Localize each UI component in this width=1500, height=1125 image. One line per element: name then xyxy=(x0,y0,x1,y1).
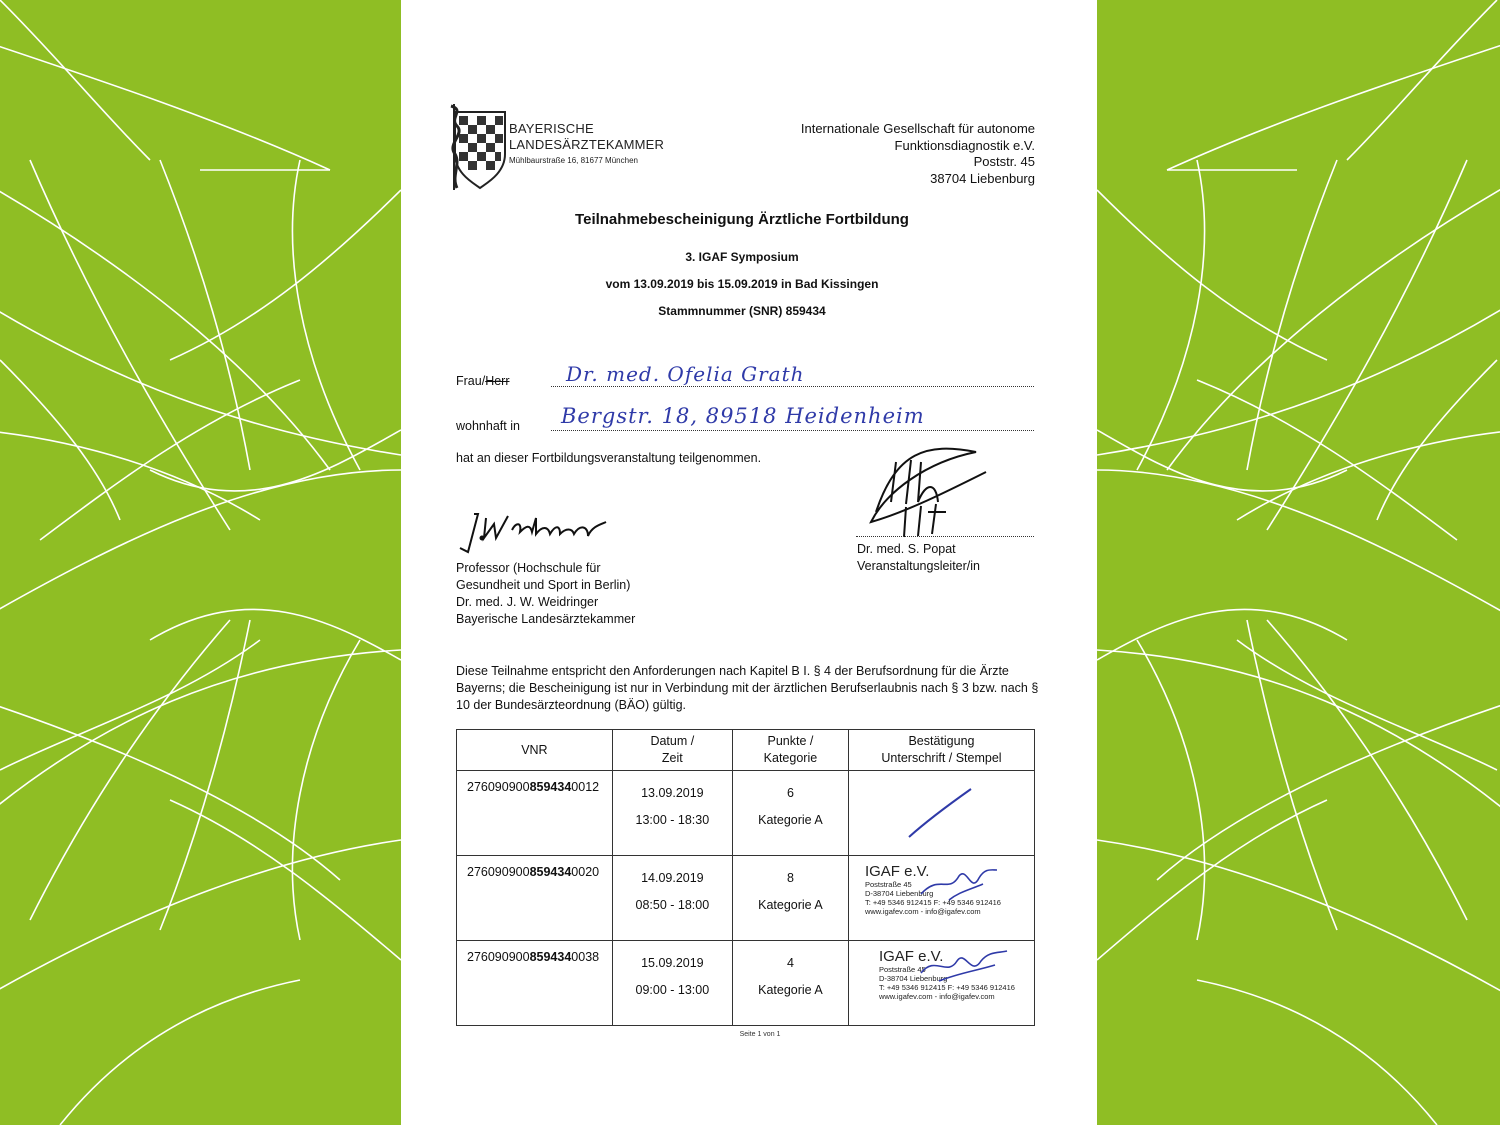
background-pattern-right xyxy=(1097,0,1500,1125)
table-header-row xyxy=(457,730,1035,771)
confirmation-cell xyxy=(848,856,1034,941)
logo-address: Mühlbaurstraße 16, 81677 München xyxy=(509,156,638,165)
table-row xyxy=(457,771,1035,856)
participation-table xyxy=(456,729,1035,1026)
igaf-stamp: IGAF e.V. Poststraße 45 D-38704 Liebenburg T: +49 5346 912415 F: +49 5346 912416 www.igafev.com - info@igafev.com xyxy=(878,948,1015,1001)
vnr-cell: 2760909008594340020 xyxy=(457,856,613,941)
date-cell: 13.09.2019 13:00 - 18:30 xyxy=(612,771,732,856)
document-title: Teilnahmebescheinigung Ärztliche Fortbildung xyxy=(575,211,909,228)
logo-wordmark: BAYERISCHE LANDESÄRZTEKAMMER xyxy=(509,121,665,152)
legal-text: Diese Teilnahme entspricht den Anforderungen nach Kapitel B I. § 4 der Berufsordnung für die Ärzte Bayerns; die Bescheinigung ist nur in Verbindung mit der ärztlichen Berufserlaubnis nach § 3 bzw. nach § 10 der Bundesärzteordnung (BÄO) gültig. xyxy=(456,664,1039,712)
signature-stroke xyxy=(849,771,1034,846)
organization-address: Internationale Gesellschaft für autonome Funktionsdiagnostik e.V. Poststr. 45 38704 Liebenburg xyxy=(800,121,1035,186)
points-cell: 4 Kategorie A xyxy=(732,941,848,1026)
header-date: Datum / Zeit xyxy=(612,730,732,771)
event-snr: Stammnummer (SNR) 859434 xyxy=(658,304,826,318)
residence-label: wohnhaft in xyxy=(456,419,520,433)
signature-scribble xyxy=(919,864,999,904)
event-dates: vom 13.09.2019 bis 15.09.2019 in Bad Kissingen xyxy=(605,277,879,291)
ornament-pattern xyxy=(1097,0,1500,1125)
signatory-left-block: Professor (Hochschule für Gesundheit und Sport in Berlin) Dr. med. J. W. Weidringer Bayerische Landesärztekammer xyxy=(456,561,636,626)
background-pattern-left xyxy=(0,0,401,1125)
participant-address: Bergstr. 18, 89518 Heidenheim xyxy=(561,404,925,428)
confirmation-cell xyxy=(848,771,1034,856)
table-row xyxy=(457,941,1035,1026)
date-cell: 15.09.2019 09:00 - 13:00 xyxy=(612,941,732,1026)
table-row xyxy=(457,856,1035,941)
participant-name: Dr. med. Ofelia Grath xyxy=(566,362,805,386)
attendance-text: hat an dieser Fortbildungsveranstaltung teilgenommen. xyxy=(456,451,762,465)
ornament-pattern xyxy=(0,0,401,1125)
vnr-cell: 2760909008594340038 xyxy=(457,941,613,1026)
event-name: 3. IGAF Symposium xyxy=(685,250,799,264)
signature-line-right xyxy=(856,536,1034,537)
header-points: Punkte / Kategorie xyxy=(732,730,848,771)
points-cell: 8 Kategorie A xyxy=(732,856,848,941)
header-confirmation: Bestätigung Unterschrift / Stempel xyxy=(848,730,1034,771)
signatory-right-block: Dr. med. S. Popat Veranstaltungsleiter/in xyxy=(857,542,980,573)
date-cell: 14.09.2019 08:50 - 18:00 xyxy=(612,856,732,941)
points-cell: 6 Kategorie A xyxy=(732,771,848,856)
vnr-cell: 2760909008594340012 xyxy=(457,771,613,856)
header-vnr: VNR xyxy=(457,730,613,771)
certificate-document xyxy=(401,0,1097,1125)
signature-weidringer xyxy=(456,508,616,558)
confirmation-cell xyxy=(848,941,1034,1026)
page-footer: Seite 1 von 1 xyxy=(739,1031,781,1038)
signature-popat xyxy=(866,432,996,542)
address-line xyxy=(551,430,1034,431)
signature-scribble xyxy=(919,947,1009,987)
salutation-label: Frau/Herr xyxy=(456,374,510,388)
igaf-stamp: IGAF e.V. Poststraße 45 D-38704 Liebenburg T: +49 5346 912415 F: +49 5346 912416 www.igafev.com - info@igafev.com xyxy=(864,863,1001,916)
name-line xyxy=(551,386,1034,387)
